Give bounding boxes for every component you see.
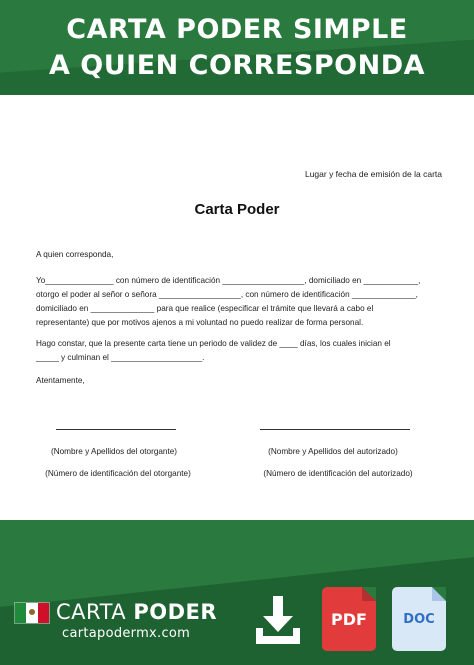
- validity-line: Hago constar, que la presente carta tiene un periodo de validez de ____ días, los cuales inician el: [36, 339, 391, 348]
- authorized-name-label: (Nombre y Apellidos del autorizado): [268, 447, 398, 456]
- footer-banner: [0, 520, 474, 665]
- header-banner: [0, 0, 474, 95]
- greeting: A quien corresponda,: [36, 250, 114, 259]
- doc-label: DOC: [403, 611, 435, 627]
- authorized-id-label: (Número de identificación del autorizado): [263, 469, 413, 478]
- site-url[interactable]: cartapodermx.com: [62, 626, 191, 641]
- body-line: otorgo el poder al señor o señora __________________, con número de identificación ______________,: [36, 290, 418, 299]
- grantor-name-label: (Nombre y Apellidos del otorgante): [50, 447, 178, 456]
- document-title: Carta Poder: [194, 201, 280, 218]
- signature-line-left: [56, 429, 176, 430]
- brand-logo: [56, 600, 217, 624]
- brand-text-bold: PODER: [133, 600, 218, 624]
- body-line: domiciliado en ______________ para que realice (especificar el trámite que llevará a cabo el: [36, 304, 374, 313]
- closing: Atentamente,: [36, 376, 85, 385]
- pdf-label: PDF: [331, 609, 367, 629]
- body-line: Yo_______________ con número de identificación __________________, domiciliado en ____________,: [36, 276, 421, 285]
- download-icon[interactable]: [250, 592, 306, 648]
- header-title-line2: A QUIEN CORRESPONDA: [48, 50, 426, 81]
- pdf-file-icon[interactable]: [322, 587, 376, 651]
- mexico-flag-icon: [14, 602, 50, 624]
- brand-text-light: CARTA: [56, 600, 134, 624]
- grantor-id-label: (Número de identificación del otorgante): [45, 469, 191, 478]
- doc-file-icon[interactable]: [392, 587, 446, 651]
- letter-document: [0, 95, 474, 525]
- validity-line: _____ y culminan el ____________________.: [36, 353, 205, 362]
- body-line: representante) que por motivos ajenos a mi voluntad no puedo realizar de forma personal.: [36, 318, 364, 327]
- place-date-label: Lugar y fecha de emisión de la carta: [304, 169, 442, 179]
- header-title-line1: CARTA PODER SIMPLE: [66, 14, 408, 45]
- signature-line-right: [260, 429, 410, 430]
